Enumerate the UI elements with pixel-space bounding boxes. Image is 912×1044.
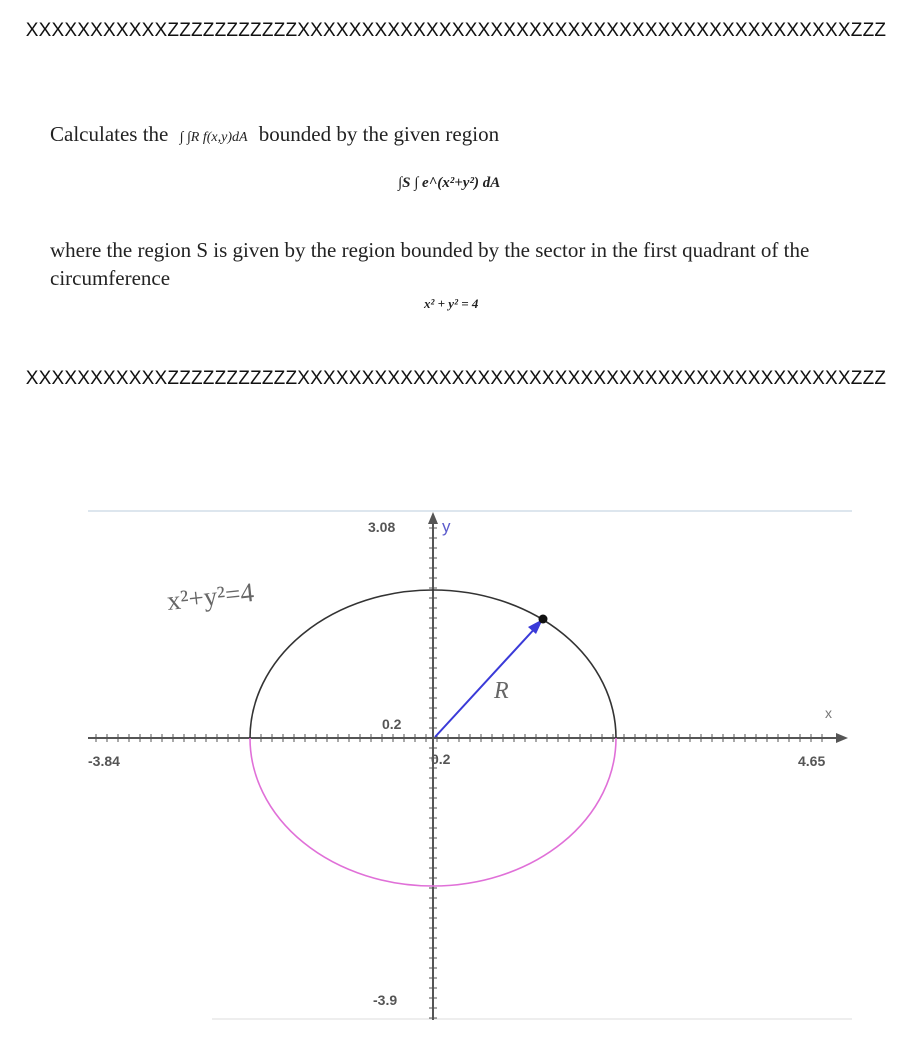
integral-equation: ∫S ∫ e^(x²+y²) dA (398, 175, 501, 191)
radius-arrow (435, 625, 538, 737)
intro-math: ∫ ∫R f(x,y)dA (179, 130, 248, 145)
tick-x-max: 4.65 (798, 753, 826, 769)
axis-y-label: y (442, 517, 451, 536)
intro-text (50, 120, 499, 152)
region-description: where the region S is given by the region bounded by the sector in the first quadrant of the circumference (50, 238, 810, 290)
x-axis-arrow (836, 733, 848, 743)
graph-svg (88, 508, 852, 1022)
axis-x-label: x (825, 705, 832, 721)
banner-top: XXXXXXXXXXXZZZZZZZZZZZXXXXXXXXXXXXXXXXXXXXXXXXXXXXXXXXXXXXXXXXXXXZZZ (25, 20, 887, 41)
y-axis-arrow (428, 512, 438, 524)
intro-after: bounded by the given region (258, 122, 500, 146)
curve-label: x²+y²=4 (165, 577, 256, 616)
tick-y-max: 3.08 (368, 519, 396, 535)
circle-graph (88, 508, 852, 1022)
intro-before: Calculates the (50, 122, 169, 146)
tick-origin-x: 0.2 (431, 751, 451, 767)
radius-endpoint (539, 615, 548, 624)
tick-y-min: -3.9 (373, 992, 398, 1008)
tick-x-min: -3.84 (88, 753, 120, 769)
banner-bottom: XXXXXXXXXXXZZZZZZZZZZZXXXXXXXXXXXXXXXXXXXXXXXXXXXXXXXXXXXXXXXXXXXZZZ (25, 368, 887, 389)
tick-origin-y: 0.2 (382, 716, 402, 732)
radius-label: R (494, 678, 509, 704)
circle-equation: x² + y² = 4 (424, 296, 479, 311)
